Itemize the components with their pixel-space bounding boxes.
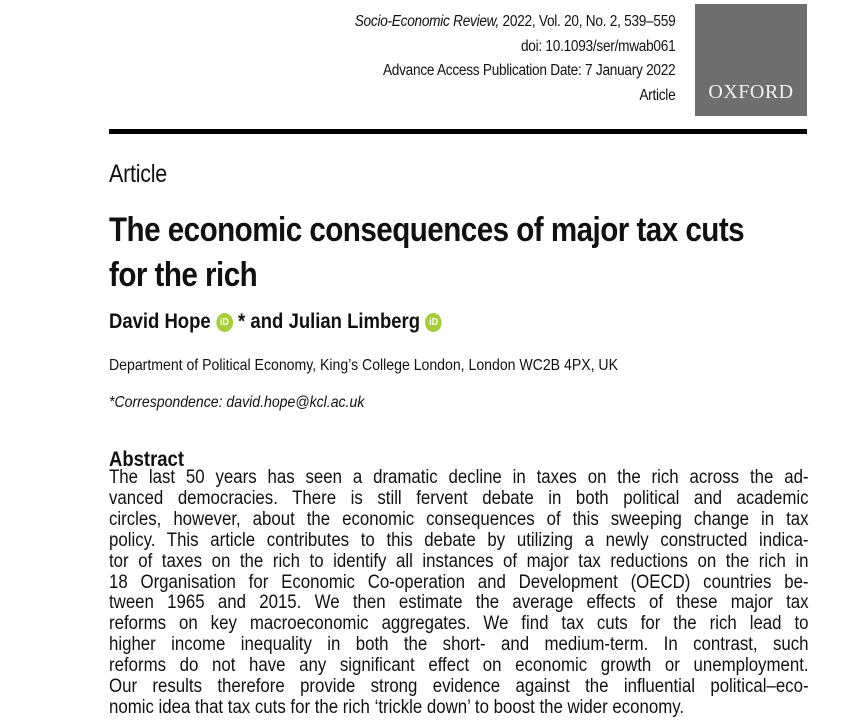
abstract-line: vanced democracies. There is still fervent debate in both political and academic [109, 487, 809, 509]
header-divider [109, 129, 807, 134]
abstract-line: reforms on key macroeconomic aggregates. We find tax cuts for the rich lead to [109, 613, 809, 635]
journal-name: Socio-Economic Review, [354, 13, 499, 30]
abstract-body [109, 468, 809, 719]
correspondence-marker: * [237, 310, 246, 333]
abstract-line: Our results therefore provide strong evidence against the influential political–eco- [109, 676, 809, 698]
article-kind: Article [109, 160, 167, 188]
article-title: The economic consequences of major tax cuts for the rich [109, 211, 745, 294]
author-joiner: and [250, 310, 284, 333]
publication-date: Advance Access Publication Date: 7 January 2022 [382, 62, 675, 79]
correspondence [109, 394, 364, 412]
abstract-heading: Abstract [109, 448, 184, 471]
author-name[interactable]: Julian Limberg [288, 310, 421, 333]
abstract-line: policy. This article contributes to this debate by utilizing a newly constructed indica- [109, 529, 809, 551]
abstract-line: 18 Organisation for Economic Co-operation and Development (OECD) countries be- [109, 571, 809, 593]
orcid-icon[interactable]: iD [216, 313, 233, 332]
abstract-line: tween 1965 and 2015. We then estimate the average effects of these major tax [109, 592, 809, 614]
citation-line [354, 10, 675, 35]
orcid-icon[interactable]: iD [425, 313, 442, 332]
author-list [109, 310, 442, 334]
doi[interactable]: doi: 10.1093/ser/mwab061 [520, 37, 675, 55]
oxford-logo-text: OXFORD [708, 81, 794, 103]
abstract-line: reforms do not have any significant effect on economic growth or unemployment. [109, 655, 809, 677]
abstract-line: circles, however, about the economic consequences of this sweeping change in tax [109, 508, 809, 530]
author-name[interactable]: David Hope [109, 310, 211, 333]
article-type-label: Article [638, 86, 675, 104]
affiliation: Department of Political Economy, King’s College London, London WC2B 4PX, UK [109, 357, 618, 374]
abstract-line: nomic idea that tax cuts for the rich ‘trickle down’ to boost the wider economy. [109, 696, 685, 718]
journal-metadata [354, 10, 675, 108]
abstract-line: higher income inequality in both the short- and medium-term. In contrast, such [109, 634, 809, 656]
correspondence-marker: * [109, 394, 115, 411]
volume-info: 2022, Vol. 20, No. 2, 539–559 [498, 13, 675, 30]
correspondence-email[interactable]: Correspondence: david.hope@kcl.ac.uk [114, 394, 365, 411]
abstract-line: tor of taxes on the rich to identify all instances of major tax reductions on the rich in [109, 550, 809, 572]
oxford-logo [695, 4, 807, 116]
abstract-line: The last 50 years has seen a dramatic decline in taxes on the rich across the ad- [109, 467, 809, 488]
